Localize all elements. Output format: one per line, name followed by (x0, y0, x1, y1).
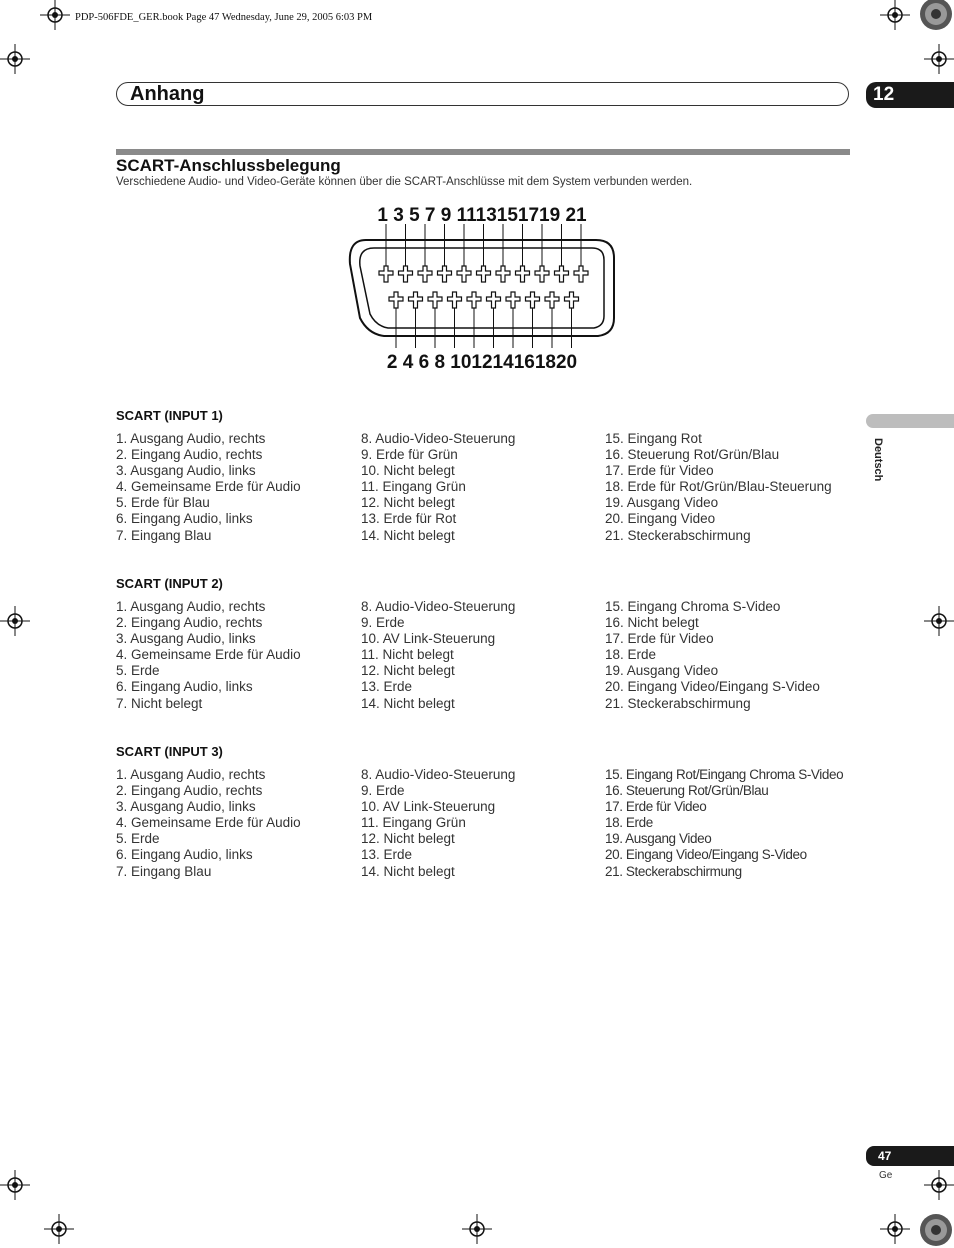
pin-list-item: 19. Ausgang Video (605, 663, 719, 679)
pin-list-item: 12. Nicht belegt (361, 831, 455, 847)
connector-pin (565, 292, 579, 348)
pin-list-item: 1. Ausgang Audio, rechts (116, 767, 266, 782)
connector-pin (438, 224, 452, 282)
pin-list-column (116, 767, 301, 880)
language-tab (866, 414, 954, 428)
connector-pins-bottom (389, 292, 579, 348)
pin-list-column (605, 767, 843, 880)
language-label: Deutsch (872, 438, 884, 482)
pin-list-item: 15. Eingang Rot (605, 431, 702, 446)
pin-list-item: 15. Eingang Chroma S-Video (605, 599, 781, 614)
page-language-code: Ge (879, 1170, 893, 1181)
connector-outer-shell (350, 240, 614, 336)
pin-list-item: 7. Eingang Blau (116, 863, 212, 879)
connector-pin (418, 224, 432, 282)
pin-list-item: 17. Erde für Video (605, 799, 707, 815)
pin-list-item: 10. AV Link-Steuerung (361, 799, 496, 815)
file-info-line: PDP-506FDE_GER.book Page 47 Wednesday, June 29, 2005 6:03 PM (75, 12, 373, 23)
pin-list-item: 4. Gemeinsame Erde für Audio (116, 647, 301, 663)
connector-pin (574, 224, 588, 282)
connector-pin (496, 224, 510, 282)
connector-pin (535, 224, 549, 282)
pin-list-item: 20. Eingang Video/Eingang S-Video (605, 679, 820, 695)
pin-list-item: 3. Ausgang Audio, links (116, 631, 256, 647)
pin-list-item: 15. Eingang Rot/Eingang Chroma S-Video (605, 767, 844, 782)
pin-list-item: 6. Eingang Audio, links (116, 847, 253, 863)
pin-list-item: 12. Nicht belegt (361, 663, 455, 679)
color-wheel-mark-icon (918, 0, 954, 32)
registration-mark-icon (880, 0, 910, 30)
pin-list-item: 19. Ausgang Video (605, 495, 719, 511)
pin-list-item: 8. Audio-Video-Steuerung (361, 767, 516, 782)
pin-list-item: 1. Ausgang Audio, rechts (116, 599, 266, 614)
pin-list-item: 18. Erde (605, 815, 653, 831)
registration-mark-icon (880, 1214, 910, 1244)
pin-list-item: 6. Eingang Audio, links (116, 679, 253, 695)
pin-list-item: 17. Erde für Video (605, 463, 714, 479)
section-divider (116, 149, 850, 155)
registration-mark-icon (924, 606, 954, 636)
pin-list-item: 14. Nicht belegt (361, 695, 455, 711)
pin-list-item: 11. Eingang Grün (361, 479, 466, 495)
pin-list-item: 2. Eingang Audio, rechts (116, 447, 263, 463)
pin-list-item: 4. Gemeinsame Erde für Audio (116, 479, 301, 495)
pin-list-item: 21. Steckerabschirmung (605, 863, 742, 879)
pin-list-item: 11. Nicht belegt (361, 647, 454, 663)
pin-list-item: 13. Erde (361, 847, 413, 863)
pin-list-item: 20. Eingang Video/Eingang S-Video (605, 847, 807, 863)
pin-list-item: 16. Steuerung Rot/Grün/Blau (605, 783, 769, 799)
pin-list-item: 4. Gemeinsame Erde für Audio (116, 815, 301, 831)
registration-mark-icon (924, 1170, 954, 1200)
pin-list-item: 7. Eingang Blau (116, 527, 212, 543)
connector-pin (526, 292, 540, 348)
connector-pin (467, 292, 481, 348)
pin-list-item: 7. Nicht belegt (116, 695, 203, 711)
pin-list-item: 10. Nicht belegt (361, 463, 455, 479)
pin-list-column (361, 767, 515, 880)
pin-list-column (605, 431, 832, 544)
registration-mark-icon (0, 1170, 30, 1200)
chapter-number-badge: 12 (866, 82, 954, 108)
pin-list-item: 3. Ausgang Audio, links (116, 799, 256, 815)
chapter-title: Anhang (130, 83, 205, 105)
pin-numbers-bottom: 2 4 6 8 101214161820 (386, 352, 578, 373)
connector-pin (545, 292, 559, 348)
pin-list-item: 1. Ausgang Audio, rechts (116, 431, 266, 446)
connector-pin (487, 292, 501, 348)
pin-list-item: 2. Eingang Audio, rechts (116, 783, 263, 799)
pin-list-item: 19. Ausgang Video (605, 831, 712, 847)
table-title: SCART (INPUT 3) (116, 744, 223, 759)
page-number: 47 (866, 1146, 954, 1166)
pin-list-item: 12. Nicht belegt (361, 495, 455, 511)
registration-mark-icon (462, 1214, 492, 1244)
pin-list-item: 16. Steuerung Rot/Grün/Blau (605, 447, 780, 463)
pin-list-item: 21. Steckerabschirmung (605, 695, 751, 711)
section-description: Verschiedene Audio- und Video-Geräte können über die SCART-Anschlüsse mit dem System verbunden werden. (116, 176, 693, 188)
connector-pin (506, 292, 520, 348)
pin-list-item: 8. Audio-Video-Steuerung (361, 599, 516, 614)
connector-pin (389, 292, 403, 348)
connector-pin (448, 292, 462, 348)
connector-pin (457, 224, 471, 282)
pin-list-item: 10. AV Link-Steuerung (361, 631, 496, 647)
pin-list-item: 13. Erde (361, 679, 413, 695)
connector-pin (379, 224, 393, 282)
connector-pin (555, 224, 569, 282)
connector-pin (399, 224, 413, 282)
pin-list-item: 21. Steckerabschirmung (605, 527, 751, 543)
table-title: SCART (INPUT 2) (116, 576, 223, 591)
pin-list-item: 9. Erde (361, 783, 405, 799)
pin-list-item: 16. Nicht belegt (605, 615, 699, 631)
pin-list-item: 2. Eingang Audio, rechts (116, 615, 263, 631)
connector-pins-top (379, 224, 588, 282)
pin-list-item: 9. Erde (361, 615, 405, 631)
registration-mark-icon (0, 606, 30, 636)
chapter-header-frame (116, 82, 849, 106)
pin-list-column (361, 431, 515, 544)
connector-pin (428, 292, 442, 348)
pin-list-item: 9. Erde für Grün (361, 447, 458, 463)
pin-list-item: 14. Nicht belegt (361, 863, 455, 879)
pin-list-column (116, 431, 301, 544)
pin-numbers-top: 1 3 5 7 9 1113151719 21 (377, 205, 587, 226)
connector-pin (477, 224, 491, 282)
section-title: SCART-Anschlussbelegung (116, 156, 341, 175)
registration-mark-icon (44, 1214, 74, 1244)
registration-mark-icon (924, 44, 954, 74)
pin-list-item: 8. Audio-Video-Steuerung (361, 431, 516, 446)
scart-connector-diagram (346, 200, 618, 378)
pin-list-item: 13. Erde für Rot (361, 511, 457, 527)
pin-list-item: 20. Eingang Video (605, 511, 716, 527)
color-wheel-mark-icon (918, 1212, 954, 1248)
table-title: SCART (INPUT 1) (116, 408, 223, 423)
pin-list-item: 5. Erde (116, 831, 160, 847)
pin-list-item: 18. Erde für Rot/Grün/Blau-Steuerung (605, 479, 832, 495)
registration-mark-icon (40, 0, 70, 30)
pin-list-column (605, 599, 820, 712)
pin-list-item: 17. Erde für Video (605, 631, 714, 647)
pin-list-item: 11. Eingang Grün (361, 815, 466, 831)
pin-list-item: 3. Ausgang Audio, links (116, 463, 256, 479)
pin-list-column (361, 599, 515, 712)
connector-pin (409, 292, 423, 348)
pin-list-item: 5. Erde für Blau (116, 495, 210, 511)
pin-list-item: 14. Nicht belegt (361, 527, 455, 543)
pin-list-item: 5. Erde (116, 663, 160, 679)
connector-pin (516, 224, 530, 282)
pin-list-item: 6. Eingang Audio, links (116, 511, 253, 527)
pin-list-item: 18. Erde (605, 647, 657, 663)
pin-list-column (116, 599, 301, 712)
registration-mark-icon (0, 44, 30, 74)
